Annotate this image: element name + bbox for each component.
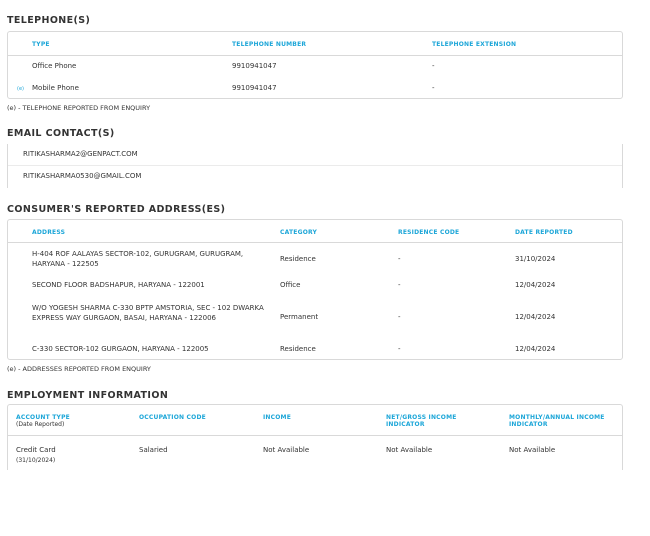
account-type-value: Credit Card	[16, 446, 56, 454]
divider	[8, 165, 622, 166]
employment-heading: EMPLOYMENT INFORMATION	[7, 390, 169, 401]
telephones-note: (e) - TELEPHONE REPORTED FROM ENQUIRY	[7, 104, 151, 112]
residence-code: -	[398, 255, 401, 263]
address-category: Residence	[280, 345, 316, 353]
list-item: RITIKASHARMA0530@GMAIL.COM	[23, 172, 142, 180]
residence-code: -	[398, 345, 401, 353]
residence-code: -	[398, 313, 401, 321]
telephone-number: 9910941047	[232, 62, 277, 70]
column-header-address: ADDRESS	[32, 229, 66, 236]
emails-list	[7, 144, 623, 188]
list-item: RITIKASHARMA2@GENPACT.COM	[23, 150, 138, 158]
net-gross-value: Not Available	[386, 446, 433, 454]
date-reported: 12/04/2024	[515, 313, 556, 321]
telephones-table	[7, 31, 623, 99]
telephone-extension: -	[432, 84, 435, 92]
address-category: Office	[280, 281, 301, 289]
date-reported-sublabel: (Date Reported)	[16, 421, 65, 428]
column-header-telephone-extension: TELEPHONE EXTENSION	[432, 41, 517, 48]
column-header-date-reported: DATE REPORTED	[515, 229, 573, 236]
column-header-occupation-code: OCCUPATION CODE	[139, 414, 206, 421]
account-type-label: ACCOUNT TYPE	[16, 414, 70, 421]
income-value: Not Available	[263, 446, 310, 454]
date-reported: 12/04/2024	[515, 281, 556, 289]
date-reported: 31/10/2024	[515, 255, 556, 263]
address-category: Residence	[280, 255, 316, 263]
employment-header-row	[8, 405, 622, 436]
address-category: Permanent	[280, 313, 319, 321]
telephone-type: Mobile Phone	[32, 84, 79, 92]
address-text: SECOND FLOOR BADSHAPUR, HARYANA - 122001	[32, 281, 205, 289]
residence-code: -	[398, 281, 401, 289]
telephone-type: Office Phone	[32, 62, 77, 70]
telephone-number: 9910941047	[232, 84, 277, 92]
occupation-code-value: Salaried	[139, 446, 168, 454]
date-reported: 12/04/2024	[515, 345, 556, 353]
address-text: C-330 SECTOR-102 GURGAON, HARYANA - 122005	[32, 345, 209, 353]
addresses-table	[7, 219, 623, 360]
telephones-heading: TELEPHONE(S)	[7, 15, 91, 26]
emails-heading: EMAIL CONTACT(S)	[7, 128, 115, 139]
address-text: H-404 ROF AALAYAS SECTOR-102, GURUGRAM, GURUGRAM, HARYANA - 122505	[32, 250, 244, 268]
column-header-telephone-number: TELEPHONE NUMBER	[232, 41, 307, 48]
account-type-cell	[16, 446, 56, 465]
account-date-reported: (31/10/2024)	[16, 456, 56, 464]
column-header-account-type	[16, 414, 70, 428]
addresses-heading: CONSUMER'S REPORTED ADDRESS(ES)	[7, 204, 226, 215]
column-header-type: TYPE	[32, 41, 50, 48]
column-header-net-gross-income-indicator: NET/GROSS INCOME INDICATOR	[386, 414, 457, 428]
addresses-header-row	[8, 220, 622, 243]
monthly-annual-value: Not Available	[509, 446, 556, 454]
telephone-extension: -	[432, 62, 435, 70]
column-header-income: INCOME	[263, 414, 292, 421]
employment-table	[7, 404, 623, 470]
address-text: W/O YOGESH SHARMA C-330 BPTP AMSTORIA, SEC - 102 DWARKA EXPRESS WAY GURGAON, BASAI, HARYANA - 122006	[32, 304, 264, 322]
column-header-residence-code: RESIDENCE CODE	[398, 229, 460, 236]
column-header-monthly-annual-income-indicator: MONTHLY/ANNUAL INCOME INDICATOR	[509, 414, 605, 428]
telephones-header-row	[8, 32, 622, 56]
enquiry-marker: (e)	[17, 86, 24, 92]
addresses-note: (e) - ADDRESSES REPORTED FROM ENQUIRY	[7, 365, 151, 373]
column-header-category: CATEGORY	[280, 229, 318, 236]
